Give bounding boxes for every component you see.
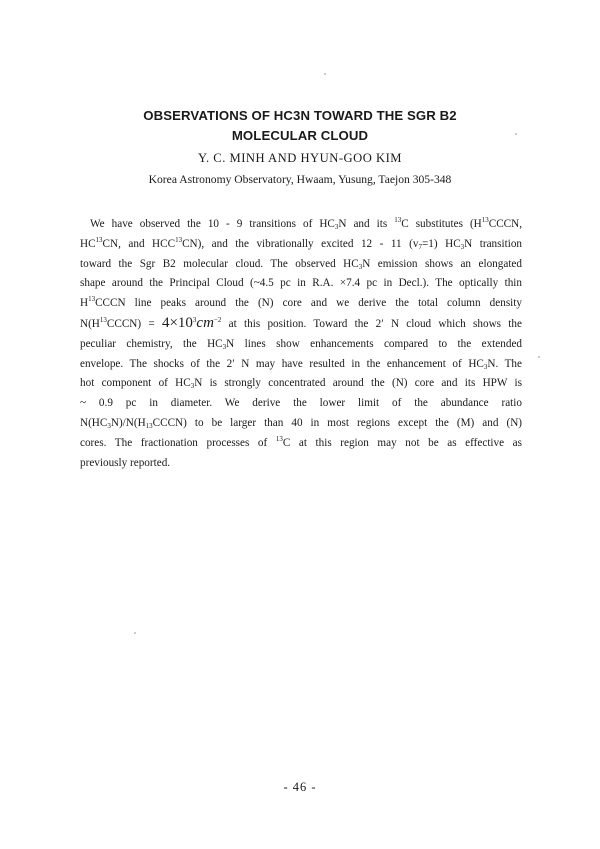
- abstract-line: $N(H^{13}CCCN) = 4\times 10^3cm^{-2}$ at this position. Toward the 2′ N cloud which shows the: [80, 314, 522, 331]
- page-number: - 46 -: [283, 780, 317, 794]
- abstract-line: hot component of $HC_3N$ is strongly concentrated around the (N) core and its HPW is: [80, 377, 523, 391]
- abstract-line: peculiar chemistry, the $HC_3N$ lines show enhancements compared to the extended: [80, 337, 523, 351]
- scan-speck: [515, 133, 517, 135]
- abstract-line: We have observed the 10 - 9 transitions of $HC_3N$ and its $^{13}$C substitutes ($H^{13}CCCN$,: [90, 216, 523, 231]
- affiliation: Korea Astronomy Observatory, Hwaam, Yusung, Taejon 305-348: [148, 173, 452, 186]
- abstract-body: [80, 215, 522, 473]
- abstract-line: envelope. The shocks of the 2′ N may have resulted in the enhancement of $HC_3N$. The: [80, 357, 522, 371]
- abstract-line: $H^{13}CCCN$ line peaks around the (N) core and we derive the total column density: [80, 295, 522, 310]
- scan-speck: [324, 73, 326, 75]
- abstract-line: cores. The fractionation processes of $^{13}$C at this region may not be as effective as: [80, 434, 522, 449]
- paper-title: [0, 106, 600, 146]
- author-list: Y. C. MINH AND HYUN-GOO KIM: [198, 151, 402, 165]
- abstract-line: HC$^{13}$CN, and HCC$^{13}$CN), and the vibrationally excited 12 - 11 $(v_7=1)$ $HC_3N$ transition: [80, 235, 523, 251]
- abstract-line: ~ 0.9 pc in diameter. We derive the lower limit of the abundance ratio: [80, 397, 522, 410]
- scan-speck: [134, 632, 136, 634]
- abstract-line: toward the Sgr B2 molecular cloud. The observed $HC_3N$ emission shows an elongated: [80, 257, 522, 271]
- scan-speck: [538, 356, 540, 358]
- title-line-1: OBSERVATIONS OF HC3N TOWARD THE SGR B2: [143, 108, 457, 123]
- abstract-line: $N(HC_3N)/N(H_{13}CCCN)$ to be larger than 40 in most regions except the (M) and (N): [80, 416, 522, 430]
- title-line-2: MOLECULAR CLOUD: [231, 128, 369, 143]
- abstract-line: shape around the Principal Cloud (~4.5 pc in R.A. ×7.4 pc in Decl.). The optically thin: [80, 277, 522, 290]
- abstract-line: previously reported.: [80, 456, 171, 469]
